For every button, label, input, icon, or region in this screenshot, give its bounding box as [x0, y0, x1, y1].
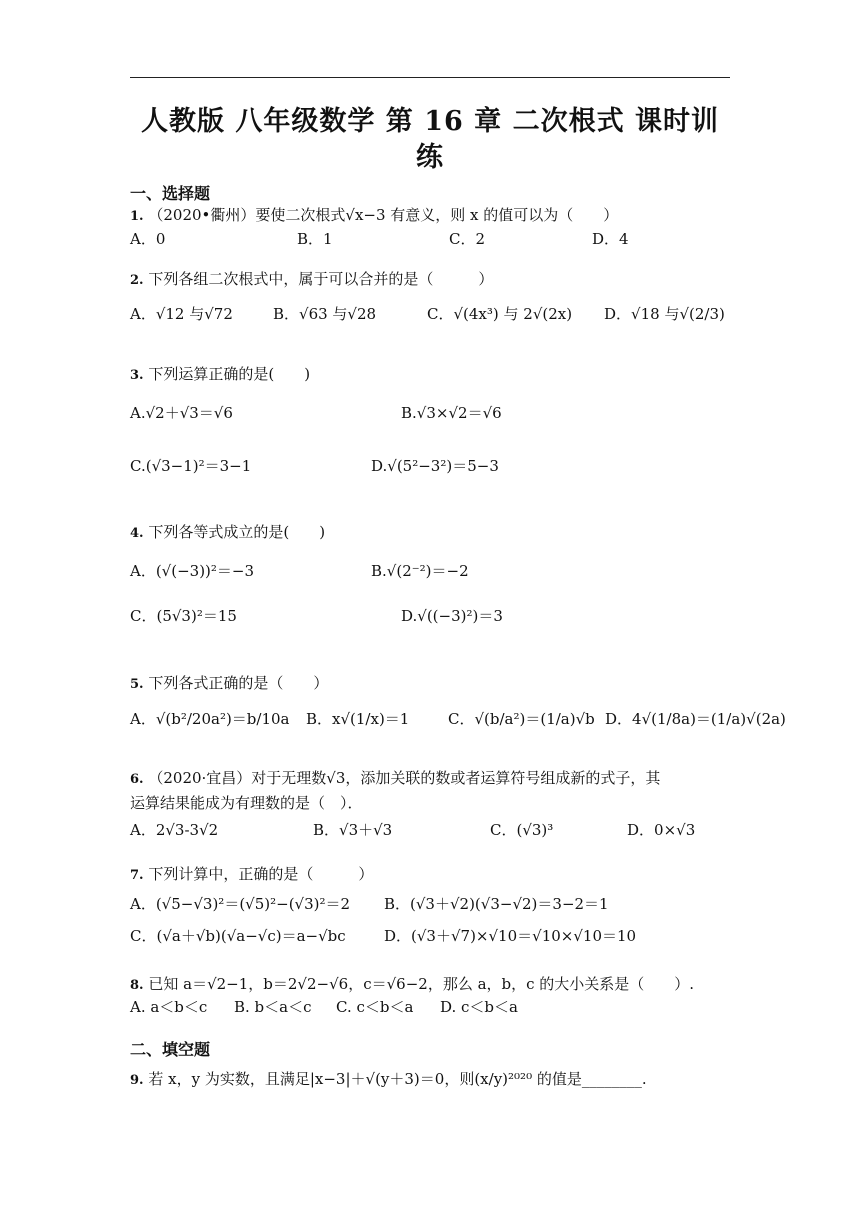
question-text: （2020•衢州）要使二次根式√x−3 有意义，则 x 的值可以为（ ） [148, 206, 619, 224]
question-6-stem [130, 767, 660, 788]
question-number: 9. [130, 1073, 144, 1088]
option-a: A．√(b²/20a²)＝b/10a [130, 710, 290, 728]
option-c: C. c＜b＜a [336, 998, 414, 1016]
option-a: A．0 [130, 230, 166, 248]
question-number: 2. [130, 273, 144, 288]
option-c: C．√(4x³) 与 2√(2x) [427, 305, 573, 323]
option-a: A. a＜b＜c [130, 998, 208, 1016]
question-text: 下列各式正确的是（ ） [148, 674, 329, 692]
option-d: D．4√(1/8a)＝(1/a)√(2a) [605, 710, 786, 728]
option-c: C．√(b/a²)＝(1/a)√b [448, 710, 595, 728]
header-rule [130, 77, 730, 78]
question-3-stem [130, 363, 310, 384]
question-2-stem [130, 268, 493, 289]
option-d: D.√(5²−3²)＝5−3 [371, 457, 499, 475]
option-b: B．√3＋√3 [313, 821, 393, 839]
question-8-stem [130, 973, 694, 994]
question-text: （2020·宜昌）对于无理数√3，添加关联的数或者运算符号组成新的式子，其 [148, 769, 661, 787]
question-number: 3. [130, 368, 144, 383]
option-c: C．2 [449, 230, 486, 248]
question-number: 1. [130, 209, 144, 224]
option-a: A．(√(−3))²＝−3 [130, 562, 255, 580]
option-d: D．√18 与√(2/3) [604, 305, 725, 323]
option-c: C.(√3−1)²＝3−1 [130, 457, 252, 475]
question-number: 4. [130, 526, 144, 541]
question-number: 7. [130, 868, 144, 883]
option-b: B．(√3＋√2)(√3−√2)＝3−2＝1 [384, 895, 609, 913]
option-d: D.√((−3)²)＝3 [401, 607, 503, 625]
option-b: B.√3×√2＝√6 [401, 404, 502, 422]
option-b: B.√(2⁻²)＝−2 [371, 562, 469, 580]
option-b: B．x√(1/x)＝1 [306, 710, 410, 728]
option-a: A．√12 与√72 [130, 305, 233, 323]
option-b: B. b＜a＜c [234, 998, 312, 1016]
option-d: D．(√3＋√7)×√10＝√10×√10＝10 [384, 927, 637, 945]
section-heading-fill: 二、填空题 [130, 1042, 211, 1059]
option-d: D．0×√3 [627, 821, 696, 839]
question-number: 5. [130, 677, 144, 692]
question-text: 若 x，y 为实数，且满足|x−3|＋√(y＋3)＝0，则(x/y)²⁰²⁰ 的值是________. [148, 1070, 647, 1088]
question-number: 8. [130, 978, 144, 993]
option-c: C．(5√3)²＝15 [130, 607, 237, 625]
option-d: D．4 [592, 230, 629, 248]
option-c: C．(√a＋√b)(√a−√c)＝a−√bc [130, 927, 346, 945]
question-1-stem [130, 204, 618, 225]
question-text: 下列计算中，正确的是（ ） [148, 865, 374, 883]
option-d: D. c＜b＜a [440, 998, 518, 1016]
question-4-stem [130, 521, 325, 542]
option-a: A．2√3-3√2 [130, 821, 219, 839]
option-a: A．(√5−√3)²＝(√5)²−(√3)²＝2 [130, 895, 351, 913]
section-heading-choice: 一、选择题 [130, 186, 211, 203]
question-number: 6. [130, 772, 144, 787]
question-text: 下列运算正确的是( ) [148, 365, 311, 383]
option-b: B．1 [297, 230, 333, 248]
question-7-stem [130, 863, 373, 884]
question-6-stem-cont: 运算结果能成为有理数的是（ ）． [130, 794, 363, 812]
question-5-stem [130, 672, 328, 693]
option-b: B．√63 与√28 [273, 305, 377, 323]
option-a: A.√2＋√3＝√6 [130, 404, 233, 422]
question-text: 下列各组二次根式中，属于可以合并的是（ ） [148, 270, 494, 288]
option-c: C．(√3)³ [490, 821, 554, 839]
question-text: 下列各等式成立的是( ) [148, 523, 326, 541]
question-9-stem [130, 1068, 647, 1089]
question-text: 已知 a＝√2−1，b＝2√2−√6，c＝√6−2，那么 a，b，c 的大小关系是（ ）. [148, 975, 695, 993]
page-title: 人教版 八年级数学 第 16 章 二次根式 课时训练 [141, 106, 719, 173]
